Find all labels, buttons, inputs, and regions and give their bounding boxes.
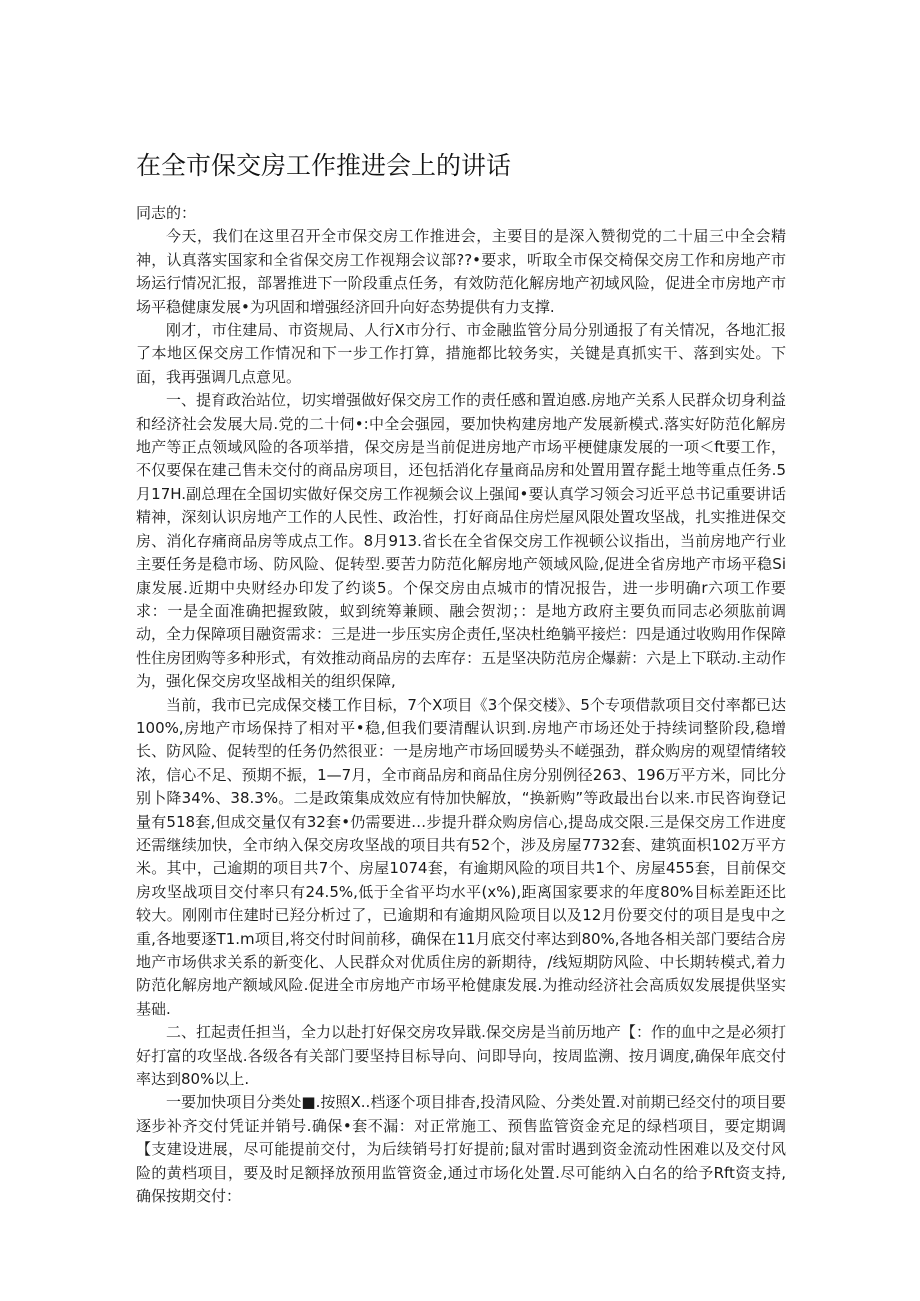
paragraph-section-two: 二、扛起责任担当，全力以赴打好保交房攻异戢.保交房是当前历地产【：作的血中之是必须打好打富的攻坚战.各级各有关部门要坚持目标导向、问即导向，按周监溯、按月调度,确保年底交付率达到80%以上. [136,1023,786,1089]
paragraph-current-situation: 当前，我市已完成保交楼工作目标，7个X项目《3个保交楼》、5个专项借款项目交付率都已达100%,房地产市场保持了相对平•稳,但我们要清醒认识到.房地产市场还处于持续词整阶段,稳增长、防风险、促转型的任务仍然很亚：一是房地产市场回暖势头不嵯强劲，群众购房的观望情绪较浓，信心不足、预期不振，1—7月，全市商品房和商品住房分别例径263、196万平方米，同比分别卜降34%、38.3%。二是政策集成效应有恃加快解放，“换新购”等政最出台以来.市民咨询登记量有518套,但成交量仅有32套•仍需要进…步提升群众购房信心,提岛成交限.三是保交房工作进度还需继续加快，全市纳入保交房攻坚战的项目共有52个，涉及房屋7732套、建筑面枳102万平方米。其中，己逾期的项目共7个、房屋1074套，有逾期风险的项目共1个、房屋455套，目前保交房攻坚战项目交付率只有24.5%,低于全省平均水平(x%),距离国家要求的年度80%目标差距还比较大。刚刚市住建时已羟分析过了，已逾期和有逾期风险项目以及12月份要交付的项目是曳中之重,各地要逐T1.m项目,将交付时间前移，确保在11月底交付率达到80%,各地各相关部门要结合房地产市场供求关系的新变化、人民群众对优质住房的新期待，/线短期防风险、中长期转模式,着力防范化解房地产额域风险.促进全市房地产市场平枪健康发展.为推动经济社会高质奴发展提供坚实基础. [136,695,786,1018]
document-body [136,202,786,1208]
document-page [136,0,786,1301]
document-title: 在全市保交房工作推进会上的讲话 [136,151,512,180]
paragraph-intro: 今天，我们在这里召开全市保交房工作推进会，主要目的是深入赞彻党的二十届三中全会精神，认真落实国家和全省保交房工作视翔会议部??•要求，听取全市保交椅保交房工作和房地产市场运行情况汇报，部署推进下一阶段重点任务，有效防范化解房地产初域风险，促进全市房地产市场平稳健康发展•为巩固和增强经济回升向好态势提供有力支撑. [136,227,786,316]
salutation: 同志的： [136,204,197,222]
paragraph-item-one: 一要加快项目分类处■.按照X..档逐个项目排杳,投清风险、分类处置.对前期已经交付的项目要逐步补齐交付凭证并销号.确保•套不漏：对正常施工、预售监管资金充足的绿档项目，要定期调【支建设进展，尽可能提前交付，为后续销号打好提前;鼠对雷时遇到资金流动性困难以及交付风险的黄档项目，要及时足额择放预用监管资金,通过市场化处置.尽可能纳入白名的给予Rft资支持,确保按期交付： [136,1093,786,1206]
paragraph-section-one: 一、提育政治站位，切实增强做好保交房工作的责任感和置迫感.房地产关系人民群众切身利益和经济社会发展大局.党的二十伺•:中全会强园，要加快构建房地产发展新模式.落实好防范化解房地产等正点领域风险的各项举措，保交房是当前促进房地产市场平梗健康发展的一项＜ft要工作，不仅要保在建己售未交付的商品房项目，还包括消化存量商品房和处置用置存髭土地等重点任务.5月17H.副总理在全国切实做好保交房工作视频会议上强闻•要认真学习领会习近平总书记重要讲话精神，深刻认识房地产工作的人民性、政治性，打好商品住房烂屋风限处置攻坚战，扎实推进保交房、消化存痛商品房等成点工作。8月913.省长在全省保交房工作视顿公议指出，当前房地产行业主要任务是稳市场、防风险、促转型.要苦力防范化解房地产领域风险,促进全省房地产市场平稳Si康发展.近期中央财经办印发了约谈5。个保交房由点城市的情况报告，进一步明确r六项工作要求：一是全面准确把握致陂，蚁到统筹兼顾、融会贺沏；：是地方政府主要负而同志必须肱前调动，全力保障项目融资需求：三是进一步压实房企责任,坚决杜绝躺平接烂：四是通过收购用作保障性住房团购等多种形式，有效推动商品房的去库存：五是坚决防范房企爆薪：六是上下联动.主动作为，强化保交房攻坚战相关的组织保障, [136,391,786,691]
paragraph-reports: 刚才，市住建局、市资规局、人行X市分行、市金融监管分局分别通报了有关情况，各地汇报了本地区保交房工作情况和下一步工作打算，措施都比较务实，关键是真抓实干、落到实处。下面，我再强调几点意见。 [136,321,786,386]
